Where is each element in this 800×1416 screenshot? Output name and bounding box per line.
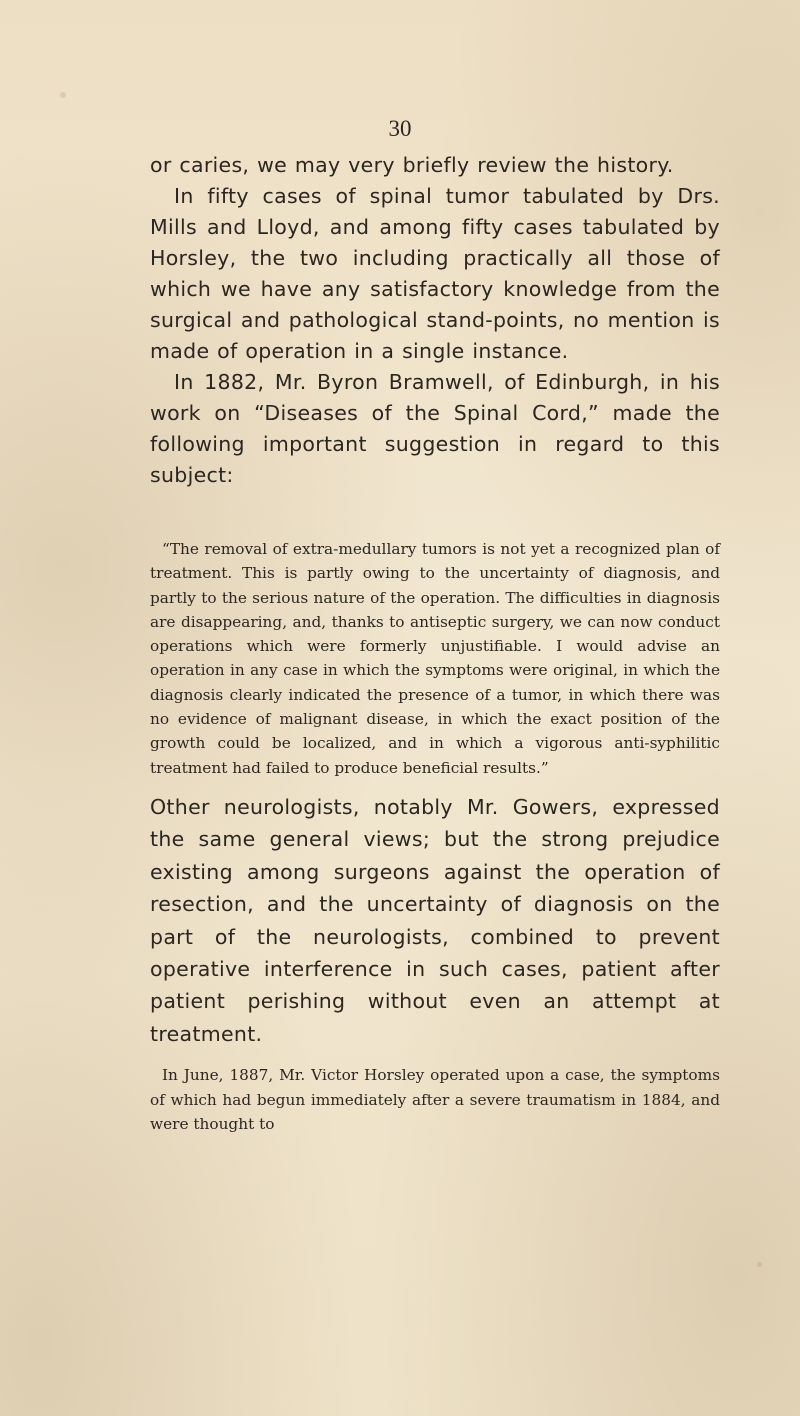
page-number: 30 [388,116,412,141]
closing-text-section [150,1063,720,1137]
paper-stain [60,92,66,98]
paragraph-horsley-1887: In June, 1887, Mr. Victor Horsley operated upon a case, the symptoms of which had begun immediately after a severe traumatism in 1884, and were thought to [150,1066,720,1133]
paragraph-continued: or caries, we may very briefly review the history. [150,153,674,177]
body-text-section [150,150,720,491]
quote-text: “The removal of extra-medullary tumors is not yet a recognized plan of treatment. This is partly owing to the uncertainty of diagnosis, and partly to the serious nature of the operation. The difficulties in diagnosis are disappearing, and, thanks to antiseptic surgery, we can now conduct operations which were formerly unjustifiable. I would advise an operation in any case in which the symptoms were original, in which the diagnosis clearly indicated the presence of a tumor, in which there was no evidence of malignant disease, in which the exact position of the growth could be localized, and in which a vigorous anti-syphilitic treatment had failed to produce beneficial results.” [150,540,720,777]
paragraph-bramwell: In 1882, Mr. Byron Bramwell, of Edinburgh, in his work on “Diseases of the Spinal Cord,” made the following important suggestion in regard to this subject: [150,370,720,487]
paragraph-spinal-tumor-cases: In fifty cases of spinal tumor tabulated by Drs. Mills and Lloyd, and among fifty cases tabulated by Horsley, the two including practically all those of which we have any satisfactory knowledge from the surgical and pathological stand-points, no mention is made of operation in a single instance. [150,184,720,363]
block-quote [150,537,720,780]
paragraph-other-neurologists: Other neurologists, notably Mr. Gowers, expressed the same general views; but the strong prejudice existing among surgeons against the operation of resection, and the uncertainty of diagnosis on the part of the neurologists, combined to prevent operative interference in such cases, patient after patient perishing without even an attempt at treatment. [150,795,720,1046]
body-text-section-2 [150,791,720,1050]
paper-stain [757,1262,762,1267]
